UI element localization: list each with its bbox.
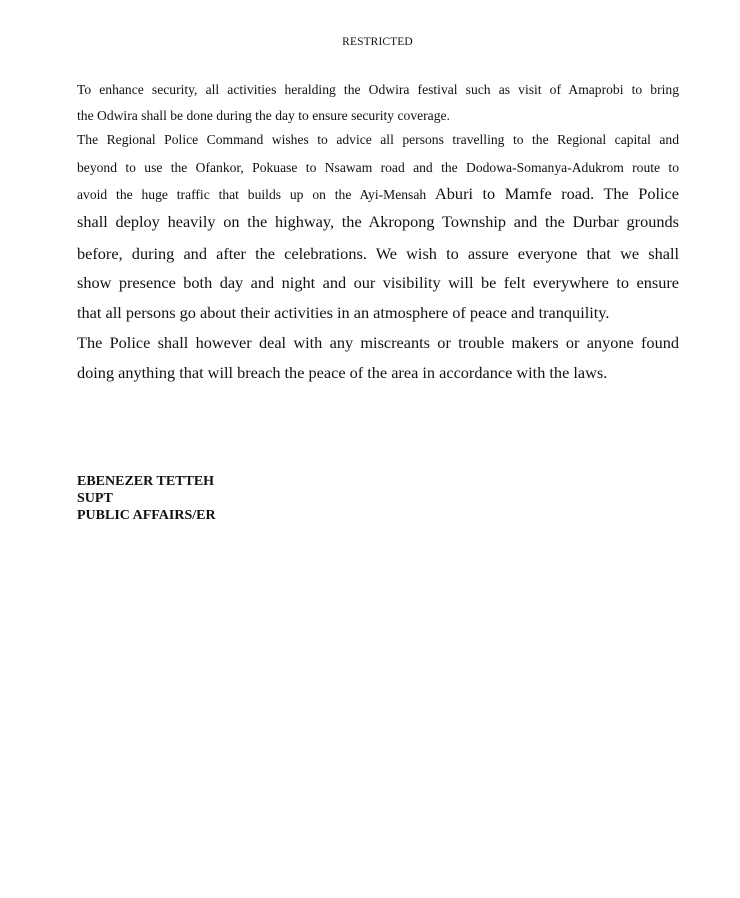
paragraph-2-line-4: shall deploy heavily on the highway, the Akropong Township and the Durbar grounds (77, 212, 679, 231)
signatory-rank: SUPT (77, 491, 113, 506)
paragraph-2-line-3-small: avoid the huge traffic that builds up on the Ayi-Mensah (77, 187, 436, 202)
paragraph-2-line-3-large: Aburi to Mamfe road. The Police (435, 184, 679, 203)
paragraph-2-line-2: beyond to use the Ofankor, Pokuase to Nsawam road and the Dodowa-Somanya-Adukrom route to (77, 160, 679, 175)
paragraph-2-line-7: that all persons go about their activities in an atmosphere of peace and tranquility. (77, 303, 610, 322)
paragraph-1-line-1: To enhance security, all activities heralding the Odwira festival such as visit of Amaprobi to bring (77, 82, 679, 97)
paragraph-3-line-2: doing anything that will breach the peace of the area in accordance with the laws. (77, 363, 608, 382)
signature-block (77, 473, 216, 524)
signatory-office: PUBLIC AFFAIRS/ER (77, 508, 216, 523)
signatory-name: EBENEZER TETTEH (77, 474, 215, 489)
classification-header: RESTRICTED (342, 36, 413, 48)
paragraph-2-line-1: The Regional Police Command wishes to advice all persons travelling to the Regional capital and (77, 132, 679, 147)
paragraph-2-line-6: show presence both day and night and our visibility will be felt everywhere to ensure (77, 273, 679, 292)
paragraph-2-line-3 (77, 184, 679, 204)
paragraph-3-line-1: The Police shall however deal with any miscreants or trouble makers or anyone found (77, 333, 679, 352)
paragraph-2-line-5: before, during and after the celebrations. We wish to assure everyone that we shall (77, 244, 679, 263)
paragraph-1-line-2: the Odwira shall be done during the day to ensure security coverage. (77, 108, 450, 123)
